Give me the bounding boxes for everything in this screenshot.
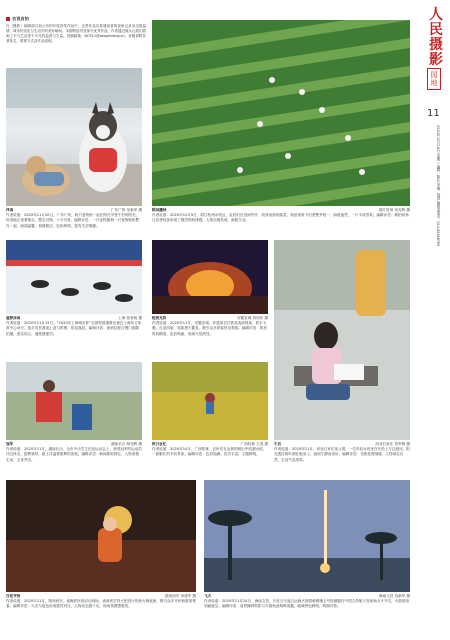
photo-aerial-title: 稻田播种: [152, 208, 167, 212]
photo-rocket-caption: [204, 594, 410, 637]
photo-runner-text: 作者说道：2020年11月，湖南长沙，全市中小学生田径运动会上，获得冠军的运动员冲过终点，振臂欢呼，脸上洋溢着胜利的喜悦。编辑评语：瞬间抓取到位，人物表情生动，主体突出。: [6, 447, 142, 462]
photo-harvest-title: 秋日农忙: [152, 442, 167, 446]
photo-skating-caption: [6, 316, 142, 355]
photo-aerial-credit: 浙江杭州 吴光辉 摄: [378, 208, 410, 212]
masthead-logo: 人民摄影: [429, 7, 443, 68]
section-tag-marker: [6, 17, 10, 21]
photo-skating-title: 逐梦冰场: [6, 316, 21, 320]
photo-girl-title: 午后: [274, 442, 282, 446]
photo-skating-text: 作者说道：2020年11月15日，“2020年上海城市杯”全国短道速滑比赛在上海东方体育中心举行，选手们在赛道上奋力拼搏，你追我赶。编辑评语：低机位配合慢门追随拍摄，虚实结合，速度感强烈。: [6, 321, 142, 336]
page-number: 11: [427, 108, 440, 119]
photo-runner: [6, 362, 142, 440]
photo-girl-credit: 河北石家庄 刘军锋 摄: [375, 442, 410, 446]
photo-runner-credit: 湖南长沙 杨光辉 摄: [110, 442, 142, 446]
photo-dogs: [6, 68, 142, 206]
intro-text: 在《摄影》编辑部日前公布的年度获奖作品中，这些作品以普通读者的视角记录身边的温情、城市的变化与生活中的美好瞬间。本期特选刊登部分优秀作品，作者通过镜头让我们看到了平凡生活里不平凡的温度与力量。投稿邮箱：NCP11@peopledaily.cn，来稿请附作者姓名、联系方式及作品说明。: [6, 24, 146, 44]
column-name: 园地: [427, 68, 441, 90]
photo-harvest-credit: 广西桂林 王清 摄: [240, 442, 268, 446]
photo-skating-credit: 上海 张争明 摄: [118, 316, 142, 320]
photo-aerial-text: 作者说道：2020年12月5日，浙江杭州余杭区，农民们在田间劳作，收获成熟的蔬菜，航拍视角下田垄整齐划一，绿意盎然，一片丰收景象。编辑评语：俯拍视角让田垄线条形成了强烈的韵律感，人物点缀其间，画面生动。: [152, 213, 409, 223]
section-tag-label: 自说自拍: [12, 16, 29, 21]
photo-fire-show: [152, 240, 268, 314]
photo-harvest-field: [152, 362, 268, 440]
photo-fire-credit: 安徽宣城 刘伟东 摄: [236, 316, 268, 320]
photo-aerial-field: [152, 20, 410, 206]
section-tag: [6, 16, 29, 22]
photo-dancer-credit: 陕西西安 李建军 摄: [164, 594, 196, 598]
photo-rocket-text: 作者说道：2020年11月24日，海南文昌，长征五号遥五运载火箭搭载嫦娥五号探测器在中国文昌航天发射场点火升空，火箭尾焰划破夜空。编辑评语：前景椰林剪影与火箭轨迹相映成趣，地域特色鲜明，构图巧妙。: [204, 599, 410, 609]
photo-dancer-title: 百花齐放: [6, 594, 21, 598]
photo-dogs-caption: [6, 208, 142, 241]
photo-girl-text: 作者说道：2020年11月，河北石家庄某公园，一位年轻女孩坐在长椅上专注阅读，阳光透过树叶洒在她身上，画面宁静而美好。编辑评语：光影处理细腻，人物神态自然，生活气息浓厚。: [274, 447, 410, 462]
photo-dogs-credit: 广东广州 吴新荣 摄: [110, 208, 142, 212]
photo-harvest-text: 作者说道：2020年10月，广西桂林，农民们在金黄的稻田中收割水稻，一派繁忙的丰收景象。编辑评语：色彩饱满，层次丰富，主题鲜明。: [152, 447, 267, 457]
photo-fire-text: 作者说道：2020年11月，安徽宣城，非遗项目打铁花表演现场，铁水飞溅，火花四射，宛如漫天繁星，吸引众多游客驻足观看。编辑评语：抓拍时机精准，色彩绚丽，现场气氛热烈。: [152, 321, 267, 336]
photo-speed-skating: [6, 240, 142, 314]
photo-fire-title: 绽放光彩: [152, 316, 167, 320]
photo-girl-caption: [274, 442, 410, 479]
photo-harvest-caption: [152, 442, 268, 477]
photo-fire-caption: [152, 316, 268, 355]
masthead-info: 2020年12月16日 星期三 编辑：陈红 美编：钱勇 编辑部电话：010-65368765: [436, 125, 440, 247]
photo-dogs-title: 伴读: [6, 208, 14, 212]
photo-girl-reading: [274, 240, 410, 440]
photo-dancer-caption: [6, 594, 196, 637]
photo-runner-title: 冠军: [6, 442, 14, 446]
photo-fire-dancer: [6, 480, 196, 592]
photo-rocket-launch: [204, 480, 410, 592]
photo-dancer-text: 作者说道：2020年11月，陕西西安，夜晚的民俗活动现场，表演者手持火把进行传统火舞表演，吸引众多市民和游客观看。编辑评语：火光与夜色形成强烈对比，人物动态感十足，现场氛围感强烈。: [6, 599, 196, 609]
photo-rocket-title: 飞天: [204, 594, 212, 598]
photo-aerial-caption: [152, 208, 410, 235]
photo-rocket-credit: 海南文昌 刘新华 摄: [378, 594, 410, 598]
photo-dogs-text: 作者说道：2020年11月20日，广东广州，两只宠物狗一起在阳台享受午后的阳光，好奇地注视着镜头，憨态可掬，十分可爱。编辑评语：一只宠物猫和一只宠物狗依偎在一起，画面温馨，构图简洁，色彩鲜明，富有生活情趣。: [6, 213, 140, 228]
photo-runner-caption: [6, 442, 142, 477]
